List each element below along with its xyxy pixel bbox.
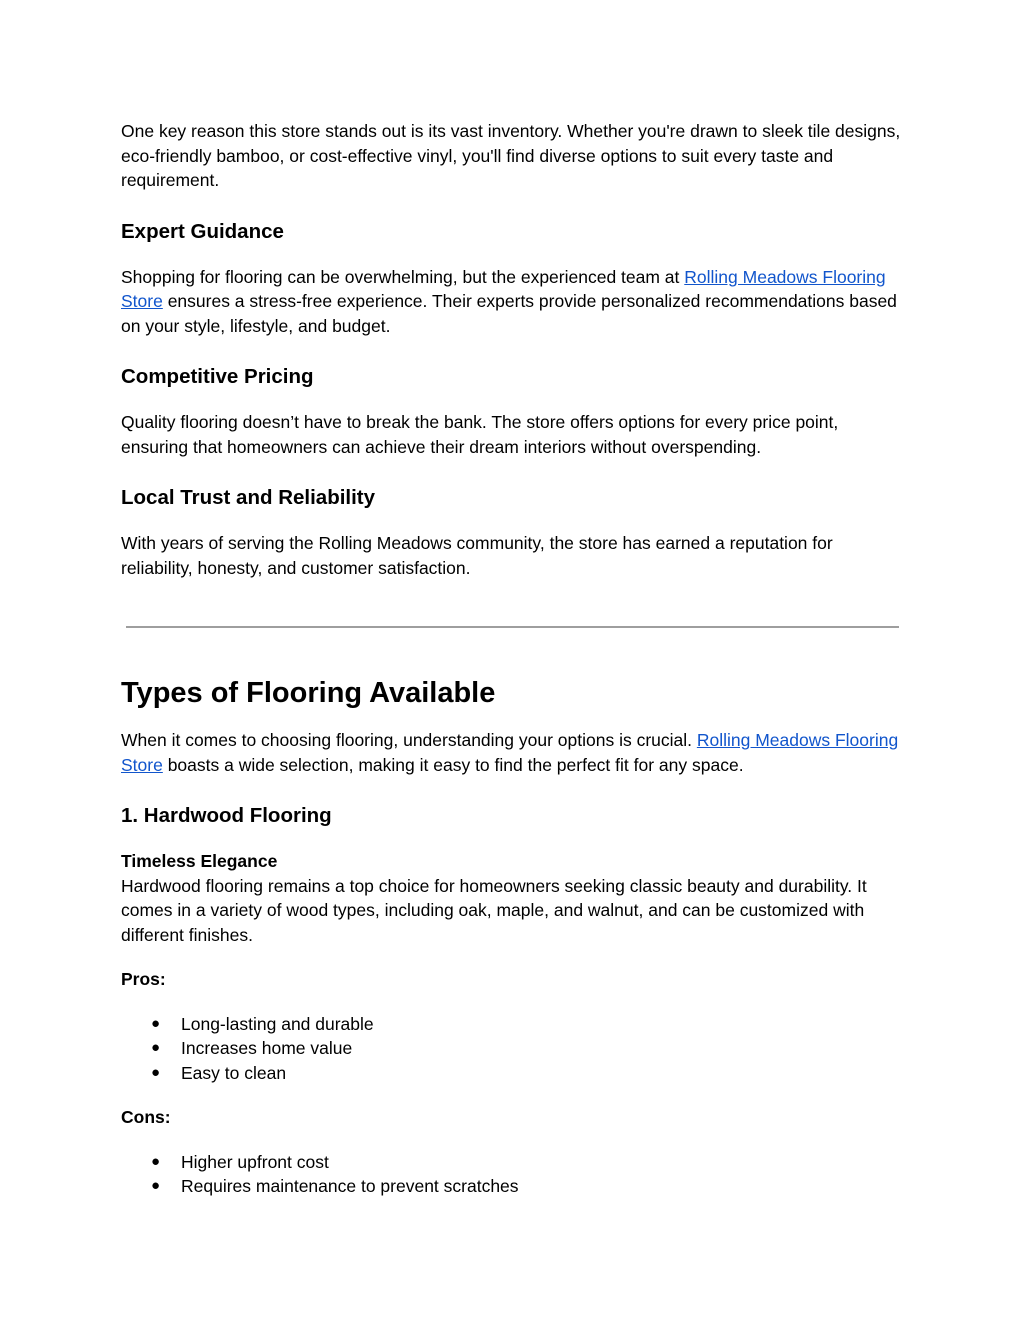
- cons-list: [121, 1150, 901, 1199]
- expert-text-after: ensures a stress-free experience. Their experts provide personalized recommendations based on your style, lifestyle, and budget.: [121, 291, 897, 336]
- bullet-icon: ●: [151, 1152, 161, 1170]
- list-item: ● Higher upfront cost: [121, 1150, 901, 1175]
- pros-label: Pros:: [121, 969, 166, 989]
- cons-label: Cons:: [121, 1107, 171, 1127]
- section-divider: [126, 626, 899, 628]
- types-text-before: When it comes to choosing flooring, understanding your options is crucial.: [121, 730, 697, 750]
- list-item: ● Increases home value: [121, 1036, 901, 1061]
- bullet-icon: ●: [151, 1014, 161, 1032]
- hardwood-heading: 1. Hardwood Flooring: [121, 804, 332, 827]
- list-item: ● Long-lasting and durable: [121, 1012, 901, 1037]
- bullet-icon: ●: [151, 1177, 161, 1194]
- hardwood-paragraph: Hardwood flooring remains a top choice for homeowners seeking classic beauty and durability. It comes in a variety of wood types, including oak, maple, and walnut, and can be customized with different finishes.: [121, 875, 867, 945]
- store-link[interactable]: Rolling Meadows Flooring Store: [121, 266, 886, 311]
- store-link[interactable]: Rolling Meadows Flooring Store: [121, 730, 899, 775]
- intro-paragraph: One key reason this store stands out is its vast inventory. Whether you're drawn to sleek tile designs, eco-friendly bamboo, or cost-effective vinyl, you'll find diverse options to suit every taste and requirement.: [121, 121, 901, 190]
- divider-block: [121, 580, 901, 675]
- bullet-icon: ●: [151, 1063, 161, 1081]
- timeless-elegance-subheading: Timeless Elegance: [121, 851, 278, 871]
- expert-guidance-paragraph: [121, 265, 901, 339]
- types-text-after: boasts a wide selection, making it easy to find the perfect fit for any space.: [162, 754, 744, 775]
- local-trust-heading: Local Trust and Reliability: [121, 486, 376, 509]
- list-item: ● Requires maintenance to prevent scratches: [121, 1174, 901, 1199]
- pros-list: [121, 1012, 901, 1086]
- list-item: ● Easy to clean: [121, 1061, 901, 1086]
- competitive-pricing-paragraph: Quality flooring doesn’t have to break the bank. The store offers options for every price point, ensuring that homeowners can achieve their dream interiors without overspending.: [121, 412, 839, 457]
- expert-guidance-heading: Expert Guidance: [121, 219, 284, 243]
- local-trust-paragraph: With years of serving the Rolling Meadows community, the store has earned a reputation for reliability, honesty, and customer satisfaction.: [121, 533, 833, 578]
- expert-text-before: Shopping for flooring can be overwhelming, but the experienced team at: [121, 266, 685, 287]
- bullet-icon: ●: [151, 1039, 161, 1056]
- document-page: [121, 119, 901, 1199]
- types-of-flooring-heading: Types of Flooring Available: [121, 677, 496, 709]
- types-intro-paragraph: [121, 728, 901, 777]
- competitive-pricing-heading: Competitive Pricing: [121, 365, 314, 388]
